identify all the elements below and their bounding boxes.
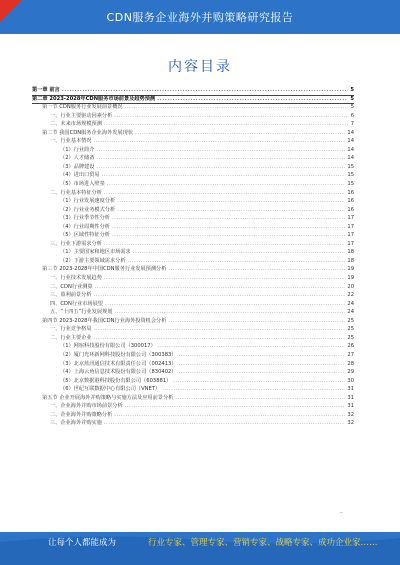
toc-leader-dots: [128, 257, 346, 266]
toc-leader-dots: [178, 360, 345, 369]
toc-entry-title: （1）行业发展速度分析: [60, 198, 116, 205]
toc-entry-row: [32, 368, 354, 377]
toc-entry[interactable]: [32, 419, 354, 428]
toc-entry[interactable]: [32, 112, 354, 121]
toc-page-number: 16: [347, 189, 354, 196]
toc-entry-row: [32, 265, 354, 274]
toc-entry-row: [32, 394, 354, 403]
toc-entry[interactable]: [32, 317, 354, 326]
toc-entry-row: [32, 112, 354, 121]
toc-entry-title: 一、行业主要驱动因素分析: [50, 112, 113, 119]
toc-heading: 内容目录: [168, 59, 232, 75]
toc-entry-title: 五、“十四五”行业发展规划: [50, 309, 113, 316]
toc-entry[interactable]: [32, 137, 354, 146]
toc-leader-dots: [104, 274, 346, 283]
toc-page-number: 32: [347, 420, 354, 427]
toc-page-number: 25: [347, 317, 354, 324]
toc-leader-dots: [158, 342, 346, 351]
toc-leader-dots: [114, 112, 348, 121]
toc-entry-title: （3）行业季节性分析: [60, 215, 110, 222]
toc-entry-title: （2）人才储备: [60, 155, 95, 162]
toc-leader-dots: [175, 394, 345, 403]
toc-entry-title: （6）世纪互联数据中心有限公司（VNET）: [60, 386, 161, 393]
toc-page-number: 17: [347, 240, 354, 247]
toc-page-number: 30: [347, 377, 354, 384]
toc-page-number: 14: [347, 129, 354, 136]
toc-entry-title: （4）上海云角信息技术股份有限公司（830402）: [60, 369, 177, 376]
toc-page-number: 31: [347, 386, 354, 393]
toc-entry[interactable]: [32, 377, 354, 386]
toc-entry[interactable]: [32, 206, 354, 215]
toc-entry-row: [32, 360, 354, 369]
toc-entry[interactable]: [32, 240, 354, 249]
toc-page-number: 31: [347, 394, 354, 401]
toc-entry-row: [32, 325, 354, 334]
report-title: CDN服务企业海外并购策略研究报告: [106, 11, 294, 24]
toc-page-number: 19: [347, 266, 354, 273]
toc-leader-dots: [168, 265, 345, 274]
toc-entry-row: [32, 402, 354, 411]
toc-page-number: 16: [347, 206, 354, 213]
toc-entry-row: [32, 103, 354, 112]
toc-leader-dots: [96, 163, 345, 172]
toc-entry[interactable]: [32, 146, 354, 155]
toc-leader-dots: [173, 377, 345, 386]
toc-leader-dots: [125, 402, 346, 411]
toc-entry-row: [32, 377, 354, 386]
toc-leader-dots: [96, 154, 345, 163]
toc-entry-row: [32, 283, 354, 292]
toc-leader-dots: [168, 317, 345, 326]
toc-entry[interactable]: [32, 291, 354, 300]
toc-entry-row: [32, 197, 354, 206]
toc-page-number: 26: [347, 343, 354, 350]
toc-page-number: 17: [347, 215, 354, 222]
toc-entry[interactable]: [32, 394, 354, 403]
toc-entry[interactable]: [32, 342, 354, 351]
toc-entry-title: （3）北京蓝汛通信技术有限责任公司（002413）: [60, 360, 177, 367]
toc-leader-dots: [105, 300, 345, 309]
toc-page-number: 19: [347, 275, 354, 282]
toc-entry-title: （2）厦门光环新网科技股份有限公司（300383）: [60, 351, 177, 358]
toc-entry-title: 二、企业海外并购策略分析: [50, 411, 113, 418]
toc-entry-row: [32, 334, 354, 343]
toc-entry-row: [32, 120, 354, 129]
toc-entry[interactable]: [32, 103, 354, 112]
toc-entry[interactable]: [32, 120, 354, 129]
page-number-mark: –: [340, 510, 343, 516]
toc-entry-row: [32, 300, 354, 309]
report-header-bar: [0, 0, 400, 34]
toc-entry-title: （5）区域性特征分析: [60, 232, 110, 239]
toc-leader-dots: [157, 95, 348, 104]
toc-entry-title: （3）品牌建设: [60, 163, 95, 170]
toc-page-number: 17: [347, 232, 354, 239]
toc-entry-title: （4）进出口贸易: [60, 172, 100, 179]
toc-page-number: 5: [350, 87, 354, 93]
toc-entry-row: [32, 180, 354, 189]
toc-leader-dots: [94, 334, 346, 343]
toc-entry-title: 一、行业竞争格局: [50, 326, 92, 333]
toc-leader-dots: [104, 189, 346, 198]
toc-page-number: 14: [347, 146, 354, 153]
toc-entry-title: （5）市场进入壁垒: [60, 181, 105, 188]
toc-entry-row: [32, 385, 354, 394]
toc-page-number: 6: [350, 112, 354, 119]
toc-entry[interactable]: [32, 360, 354, 369]
toc-entry[interactable]: [32, 402, 354, 411]
toc-entry-title: 一、行业基本情况: [50, 138, 92, 145]
toc-entry-row: [32, 411, 354, 420]
toc-leader-dots: [112, 231, 345, 240]
toc-entry-title: 三、企业海外并购实施: [50, 420, 102, 427]
toc-page-number: 25: [347, 334, 354, 341]
toc-page-number: 14: [347, 138, 354, 145]
toc-entry-row: [32, 189, 354, 198]
toc-page-number: 22: [347, 292, 354, 299]
toc-leader-dots: [178, 368, 345, 377]
toc-page-number: 16: [347, 198, 354, 205]
toc-entry[interactable]: [32, 214, 354, 223]
toc-entry-title: 第四节 2023-2028年我国CDN行业海外投资机会分析: [42, 317, 167, 324]
toc-page-number: 25: [347, 326, 354, 333]
toc-entry-row: [32, 291, 354, 300]
toc-entry-row: [32, 146, 354, 155]
toc-entry-title: 第二节 我国CDN服务企业海外发展现状: [42, 129, 133, 136]
toc-entry-row: [32, 231, 354, 240]
toc-entry[interactable]: [32, 180, 354, 189]
toc-entry[interactable]: [32, 231, 354, 240]
toc-entry[interactable]: [32, 411, 354, 420]
toc-entry-title: 第一节 CDN服务行业发展前景概况: [42, 104, 123, 111]
toc-entry[interactable]: [32, 283, 354, 292]
toc-leader-dots: [114, 411, 345, 420]
toc-entry[interactable]: [32, 308, 354, 317]
toc-entry[interactable]: [32, 300, 354, 309]
toc-entry[interactable]: [32, 248, 354, 257]
toc-leader-dots: [95, 283, 346, 292]
toc-entry-title: 一、行业技术发展趋势: [50, 275, 102, 282]
toc-page-number: 14: [347, 155, 354, 162]
toc-page-number: 27: [347, 351, 354, 358]
toc-entry[interactable]: [32, 351, 354, 360]
toc-page-number: 18: [347, 249, 354, 256]
toc-page-number: 20: [347, 283, 354, 290]
toc-entry[interactable]: [32, 129, 354, 138]
toc-page-number: 7: [350, 121, 354, 128]
toc-entry-row: [32, 171, 354, 180]
toc-entry-row: [32, 240, 354, 249]
toc-entry-title: 二、未来市场规模预测: [50, 121, 102, 128]
toc-leader-dots: [96, 146, 345, 155]
toc-entry-title: 四、CDN行业市场展望: [50, 300, 103, 307]
toc-entry-row: [32, 351, 354, 360]
toc-entry-row: [32, 137, 354, 146]
toc-page-number: 5: [350, 95, 354, 102]
toc-entry[interactable]: [32, 223, 354, 232]
toc-entry-row: [32, 129, 354, 138]
toc-entry-title: 二、行业主要企业: [50, 334, 92, 341]
toc-entry[interactable]: [32, 334, 354, 343]
toc-entry-title: （1）行业简介: [60, 146, 95, 153]
toc-entry-row: [32, 214, 354, 223]
toc-leader-dots: [94, 291, 346, 300]
table-of-contents: [32, 86, 354, 506]
toc-page-number: 5: [350, 104, 354, 111]
toc-entry-row: [32, 248, 354, 257]
toc-leader-dots: [135, 129, 345, 138]
toc-entry-title: 三、盈利前景分析: [50, 292, 92, 299]
toc-entry-title: 一、企业海外并购市场前景分析: [50, 403, 123, 410]
toc-page-number: 31: [347, 403, 354, 410]
toc-entry-title: 第二章 2023-2028年CDN服务市场前景及趋势预测: [32, 95, 156, 102]
toc-entry[interactable]: [32, 163, 354, 172]
toc-entry[interactable]: [32, 385, 354, 394]
toc-page-number: 15: [347, 181, 354, 188]
toc-entry[interactable]: [32, 197, 354, 206]
toc-entry[interactable]: [32, 171, 354, 180]
toc-entry-title: 三、行业下游需求分析: [50, 240, 102, 247]
toc-leader-dots: [114, 308, 345, 317]
toc-entry-title: （2）下游主要领域需求分析: [60, 257, 126, 264]
toc-entry-row: [32, 257, 354, 266]
toc-entry-title: 二、CDN行业测算: [50, 283, 93, 290]
toc-entry-row: [32, 317, 354, 326]
toc-entry[interactable]: [32, 368, 354, 377]
toc-leader-dots: [94, 137, 346, 146]
toc-page-number: 32: [347, 411, 354, 418]
toc-entry[interactable]: [32, 274, 354, 283]
toc-entry-title: 第三节 2023-2028年中国CDN服务行业发展预测分析: [42, 266, 167, 273]
toc-entry-title: 二、行业基本特征分析: [50, 189, 102, 196]
toc-entry-row: [32, 274, 354, 283]
toc-entry-title: 第五节 企业开展海外并购策略与实施方法及应用前景分析: [42, 394, 174, 401]
toc-entry-row: [32, 206, 354, 215]
toc-page-number: 29: [347, 369, 354, 376]
toc-entry-title: （4）行业周期性分析: [60, 223, 110, 230]
toc-entry-title: （1）网宿科技股份有限公司（300017）: [60, 343, 156, 350]
toc-page-number: 18: [347, 257, 354, 264]
toc-entry-row: [32, 223, 354, 232]
toc-entry-title: （2）行业业务模式分析: [60, 206, 116, 213]
toc-leader-dots: [112, 223, 345, 232]
toc-leader-dots: [112, 214, 345, 223]
toc-entry[interactable]: [32, 325, 354, 334]
toc-leader-dots: [162, 385, 345, 394]
toc-entry-row: [32, 419, 354, 428]
toc-entry[interactable]: [32, 95, 354, 104]
toc-entry[interactable]: [32, 86, 354, 95]
toc-entry-title: （1）主要国家和地区市场需求: [60, 249, 131, 256]
toc-page-number: 28: [347, 360, 354, 367]
toc-entry[interactable]: [32, 257, 354, 266]
toc-leader-dots: [178, 351, 345, 360]
toc-leader-dots: [117, 206, 345, 215]
toc-leader-dots: [94, 325, 346, 334]
toc-leader-dots: [104, 120, 349, 129]
toc-leader-dots: [104, 240, 346, 249]
toc-leader-dots: [133, 248, 346, 257]
toc-leader-dots: [62, 86, 349, 95]
toc-leader-dots: [104, 419, 346, 428]
toc-page-number: 17: [347, 223, 354, 230]
toc-page-number: 15: [347, 172, 354, 179]
toc-page-number: 15: [347, 163, 354, 170]
toc-entry-row: [32, 342, 354, 351]
toc-entry[interactable]: [32, 189, 354, 198]
toc-entry-row: [32, 154, 354, 163]
toc-leader-dots: [102, 171, 346, 180]
toc-entry-row: [32, 163, 354, 172]
toc-entry-title: 第一章 前言: [32, 87, 60, 93]
toc-leader-dots: [125, 103, 349, 112]
toc-leader-dots: [107, 180, 346, 189]
toc-page-number: 24: [347, 300, 354, 307]
toc-entry[interactable]: [32, 265, 354, 274]
toc-entry-title: （5）北京数据港科技股份有限公司（603881）: [60, 377, 172, 384]
toc-entry-row: [32, 308, 354, 317]
toc-entry[interactable]: [32, 154, 354, 163]
footer-slogan-left: 让每个人都能成为: [48, 538, 117, 548]
footer-slogan-right: 行业专家、管理专家、营销专家、战略专家、成功企业家……: [148, 538, 378, 548]
toc-leader-dots: [117, 197, 345, 206]
toc-page-number: 24: [347, 309, 354, 316]
